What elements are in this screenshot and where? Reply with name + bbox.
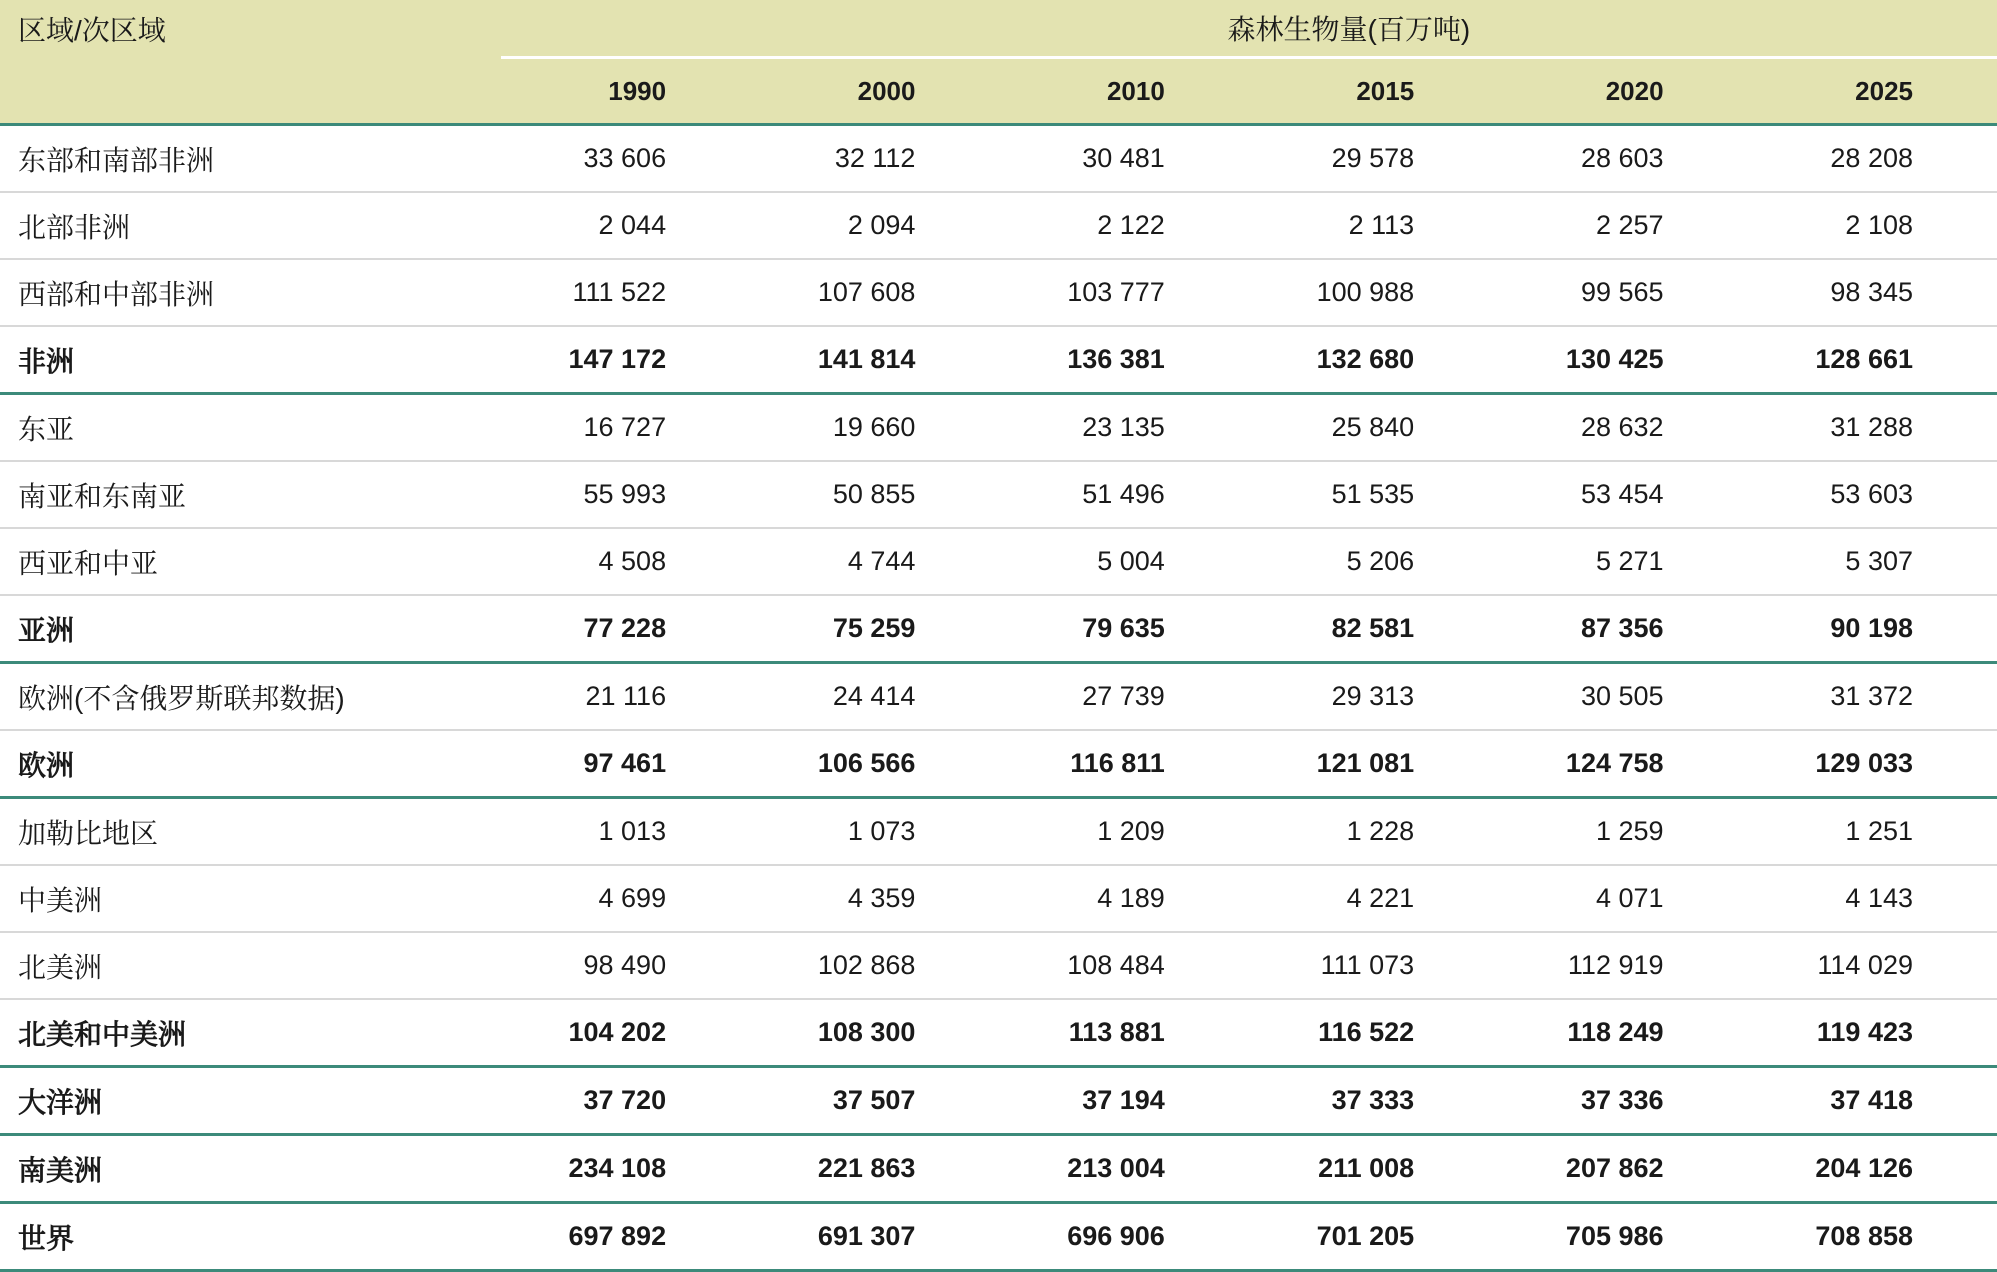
biomass-value-cell: 221 863 — [750, 1135, 999, 1203]
biomass-value-cell: 4 143 — [1748, 865, 1997, 932]
biomass-value-cell: 4 359 — [750, 865, 999, 932]
biomass-value-cell: 25 840 — [1249, 394, 1498, 462]
biomass-value-cell: 51 535 — [1249, 461, 1498, 528]
biomass-value-cell: 211 008 — [1249, 1135, 1498, 1203]
biomass-value-cell: 104 202 — [501, 999, 750, 1067]
biomass-value-cell: 1 228 — [1249, 798, 1498, 866]
table-row — [0, 865, 1997, 932]
biomass-value-cell: 99 565 — [1498, 259, 1747, 326]
year-header: 2010 — [999, 58, 1248, 125]
year-header: 2025 — [1748, 58, 1997, 125]
biomass-value-cell: 37 507 — [750, 1067, 999, 1135]
region-header-spacer — [0, 58, 501, 125]
biomass-value-cell: 102 868 — [750, 932, 999, 999]
biomass-value-cell: 30 481 — [999, 125, 1248, 193]
table-total-row — [0, 999, 1997, 1067]
biomass-value-cell: 5 271 — [1498, 528, 1747, 595]
biomass-value-cell: 5 004 — [999, 528, 1248, 595]
biomass-value-cell: 130 425 — [1498, 326, 1747, 394]
region-column-header: 区域/次区域 — [0, 0, 501, 58]
biomass-value-cell: 37 194 — [999, 1067, 1248, 1135]
year-header: 2015 — [1249, 58, 1498, 125]
table-row — [0, 461, 1997, 528]
biomass-value-cell: 98 490 — [501, 932, 750, 999]
table-header — [0, 0, 1997, 125]
biomass-value-cell: 100 988 — [1249, 259, 1498, 326]
biomass-value-cell: 119 423 — [1748, 999, 1997, 1067]
biomass-value-cell: 708 858 — [1748, 1203, 1997, 1271]
table-total-row — [0, 1135, 1997, 1203]
region-cell: 北部非洲 — [0, 192, 501, 259]
biomass-value-cell: 55 993 — [501, 461, 750, 528]
biomass-value-cell: 29 313 — [1249, 663, 1498, 731]
region-cell: 加勒比地区 — [0, 798, 501, 866]
region-cell: 南美洲 — [0, 1135, 501, 1203]
biomass-value-cell: 1 251 — [1748, 798, 1997, 866]
biomass-value-cell: 4 071 — [1498, 865, 1747, 932]
region-cell: 世界 — [0, 1203, 501, 1271]
biomass-value-cell: 98 345 — [1748, 259, 1997, 326]
biomass-value-cell: 2 108 — [1748, 192, 1997, 259]
biomass-value-cell: 31 372 — [1748, 663, 1997, 731]
table-total-row — [0, 595, 1997, 663]
biomass-value-cell: 4 508 — [501, 528, 750, 595]
table-total-row — [0, 1067, 1997, 1135]
biomass-value-cell: 4 221 — [1249, 865, 1498, 932]
biomass-value-cell: 1 259 — [1498, 798, 1747, 866]
table-total-row — [0, 730, 1997, 798]
biomass-value-cell: 4 189 — [999, 865, 1248, 932]
biomass-value-cell: 106 566 — [750, 730, 999, 798]
biomass-value-cell: 21 116 — [501, 663, 750, 731]
biomass-value-cell: 1 073 — [750, 798, 999, 866]
biomass-value-cell: 118 249 — [1498, 999, 1747, 1067]
table-total-row — [0, 1203, 1997, 1271]
biomass-value-cell: 24 414 — [750, 663, 999, 731]
biomass-value-cell: 141 814 — [750, 326, 999, 394]
biomass-value-cell: 37 336 — [1498, 1067, 1747, 1135]
biomass-value-cell: 37 333 — [1249, 1067, 1498, 1135]
biomass-value-cell: 107 608 — [750, 259, 999, 326]
table-row — [0, 932, 1997, 999]
biomass-value-cell: 29 578 — [1249, 125, 1498, 193]
biomass-value-cell: 234 108 — [501, 1135, 750, 1203]
table-row — [0, 528, 1997, 595]
region-cell: 北美洲 — [0, 932, 501, 999]
biomass-value-cell: 113 881 — [999, 999, 1248, 1067]
biomass-value-cell: 204 126 — [1748, 1135, 1997, 1203]
biomass-value-cell: 28 632 — [1498, 394, 1747, 462]
biomass-value-cell: 4 699 — [501, 865, 750, 932]
biomass-value-cell: 97 461 — [501, 730, 750, 798]
biomass-value-cell: 27 739 — [999, 663, 1248, 731]
biomass-value-cell: 33 606 — [501, 125, 750, 193]
year-header: 2020 — [1498, 58, 1747, 125]
biomass-value-cell: 79 635 — [999, 595, 1248, 663]
year-header: 2000 — [750, 58, 999, 125]
table-row — [0, 125, 1997, 193]
biomass-value-cell: 51 496 — [999, 461, 1248, 528]
biomass-value-cell: 136 381 — [999, 326, 1248, 394]
biomass-value-cell: 697 892 — [501, 1203, 750, 1271]
table-total-row — [0, 326, 1997, 394]
table-row — [0, 798, 1997, 866]
biomass-value-cell: 691 307 — [750, 1203, 999, 1271]
table-row — [0, 394, 1997, 462]
biomass-value-cell: 2 257 — [1498, 192, 1747, 259]
biomass-value-cell: 31 288 — [1748, 394, 1997, 462]
biomass-value-cell: 87 356 — [1498, 595, 1747, 663]
biomass-value-cell: 213 004 — [999, 1135, 1248, 1203]
biomass-value-cell: 108 484 — [999, 932, 1248, 999]
biomass-value-cell: 28 603 — [1498, 125, 1747, 193]
biomass-value-cell: 2 122 — [999, 192, 1248, 259]
table-row — [0, 192, 1997, 259]
biomass-value-cell: 121 081 — [1249, 730, 1498, 798]
biomass-value-cell: 128 661 — [1748, 326, 1997, 394]
biomass-value-cell: 111 073 — [1249, 932, 1498, 999]
biomass-value-cell: 23 135 — [999, 394, 1248, 462]
table-body — [0, 125, 1997, 1271]
table-row — [0, 259, 1997, 326]
biomass-value-cell: 53 603 — [1748, 461, 1997, 528]
biomass-value-cell: 207 862 — [1498, 1135, 1747, 1203]
biomass-value-cell: 90 198 — [1748, 595, 1997, 663]
biomass-value-cell: 1 013 — [501, 798, 750, 866]
biomass-group-header: 森林生物量(百万吨) — [501, 0, 1997, 58]
year-header: 1990 — [501, 58, 750, 125]
region-cell: 北美和中美洲 — [0, 999, 501, 1067]
biomass-value-cell: 75 259 — [750, 595, 999, 663]
region-cell: 中美洲 — [0, 865, 501, 932]
biomass-value-cell: 705 986 — [1498, 1203, 1747, 1271]
biomass-value-cell: 53 454 — [1498, 461, 1747, 528]
biomass-value-cell: 28 208 — [1748, 125, 1997, 193]
region-cell: 亚洲 — [0, 595, 501, 663]
region-cell: 大洋洲 — [0, 1067, 501, 1135]
region-cell: 欧洲 — [0, 730, 501, 798]
biomass-value-cell: 5 307 — [1748, 528, 1997, 595]
biomass-value-cell: 2 044 — [501, 192, 750, 259]
region-cell: 西亚和中亚 — [0, 528, 501, 595]
biomass-value-cell: 108 300 — [750, 999, 999, 1067]
biomass-value-cell: 1 209 — [999, 798, 1248, 866]
biomass-value-cell: 111 522 — [501, 259, 750, 326]
biomass-value-cell: 2 113 — [1249, 192, 1498, 259]
region-cell: 东部和南部非洲 — [0, 125, 501, 193]
biomass-value-cell: 116 522 — [1249, 999, 1498, 1067]
biomass-value-cell: 30 505 — [1498, 663, 1747, 731]
biomass-value-cell: 147 172 — [501, 326, 750, 394]
biomass-value-cell: 37 720 — [501, 1067, 750, 1135]
biomass-value-cell: 701 205 — [1249, 1203, 1498, 1271]
biomass-value-cell: 4 744 — [750, 528, 999, 595]
region-cell: 非洲 — [0, 326, 501, 394]
biomass-value-cell: 50 855 — [750, 461, 999, 528]
biomass-value-cell: 82 581 — [1249, 595, 1498, 663]
biomass-value-cell: 32 112 — [750, 125, 999, 193]
biomass-value-cell: 5 206 — [1249, 528, 1498, 595]
biomass-value-cell: 114 029 — [1748, 932, 1997, 999]
biomass-value-cell: 112 919 — [1498, 932, 1747, 999]
region-cell: 东亚 — [0, 394, 501, 462]
biomass-value-cell: 16 727 — [501, 394, 750, 462]
region-cell: 南亚和东南亚 — [0, 461, 501, 528]
biomass-value-cell: 116 811 — [999, 730, 1248, 798]
biomass-value-cell: 129 033 — [1748, 730, 1997, 798]
table-row — [0, 663, 1997, 731]
region-cell: 西部和中部非洲 — [0, 259, 501, 326]
region-cell: 欧洲(不含俄罗斯联邦数据) — [0, 663, 501, 731]
biomass-value-cell: 124 758 — [1498, 730, 1747, 798]
biomass-value-cell: 696 906 — [999, 1203, 1248, 1271]
biomass-value-cell: 132 680 — [1249, 326, 1498, 394]
biomass-value-cell: 19 660 — [750, 394, 999, 462]
biomass-value-cell: 77 228 — [501, 595, 750, 663]
biomass-value-cell: 103 777 — [999, 259, 1248, 326]
biomass-value-cell: 2 094 — [750, 192, 999, 259]
biomass-value-cell: 37 418 — [1748, 1067, 1997, 1135]
